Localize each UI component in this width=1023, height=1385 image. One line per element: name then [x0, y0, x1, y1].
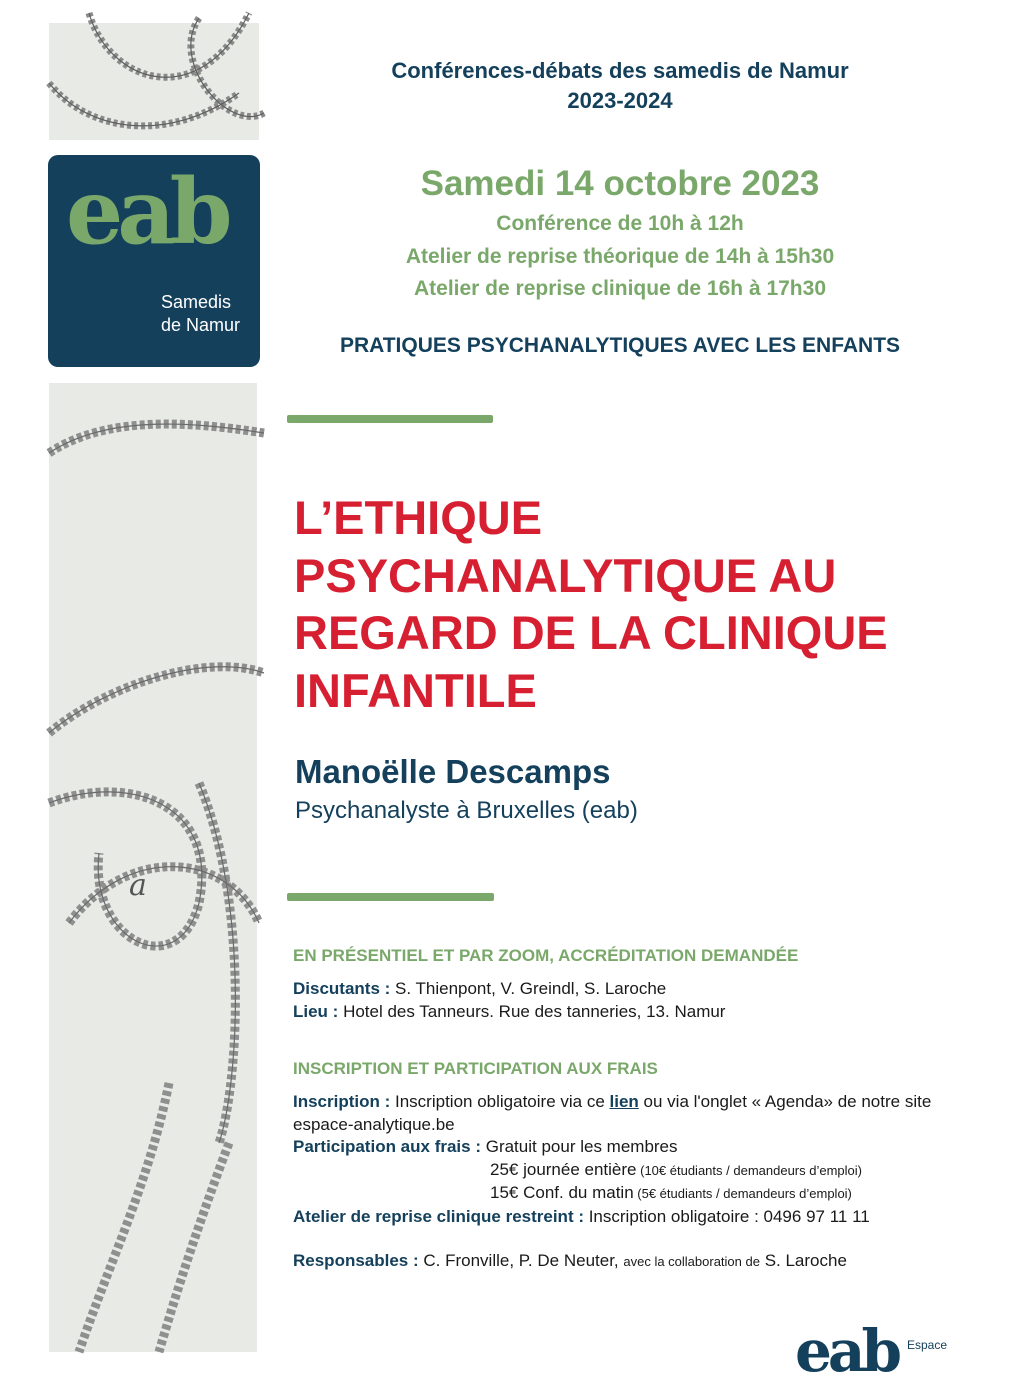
inscription-text: Inscription obligatoire via ce — [390, 1092, 610, 1111]
responsables-value: C. Fronville, P. De Neuter, — [418, 1251, 624, 1270]
divider-bottom — [287, 893, 494, 901]
lieu-value: Hotel des Tanneurs. Rue des tanneries, 13. Namur — [338, 1001, 726, 1021]
series-title — [300, 56, 940, 116]
logo-subtitle — [161, 291, 240, 337]
rope-illustration-side — [49, 383, 257, 1352]
participation-label: Participation aux frais : — [293, 1137, 481, 1156]
title-line4: INFANTILE — [294, 663, 537, 717]
lieu-row — [293, 1001, 973, 1024]
inscription-link[interactable]: lien — [609, 1092, 639, 1111]
price-full-day-reduced: (10€ étudiants / demandeurs d’emploi) — [636, 1162, 862, 1178]
conference-title — [294, 489, 934, 719]
footer-logo-label: Espace — [907, 1338, 948, 1352]
price-morning-reduced: (5€ étudiants / demandeurs d’emploi) — [633, 1186, 852, 1201]
participation-members: Gratuit pour les membres — [481, 1137, 678, 1156]
responsables-end: S. Laroche — [759, 1251, 847, 1270]
inscription-text-after: ou via l'onglet « Agenda» de notre site espace-analytique.be — [293, 1092, 932, 1134]
divider-top — [287, 415, 493, 423]
lieu-label: Lieu : — [293, 1001, 339, 1021]
section-heading-inscription: INSCRIPTION ET PARTICIPATION AUX FRAIS — [293, 1059, 658, 1078]
event-times — [300, 208, 940, 306]
time-atelier-theorique: Atelier de reprise théorique de 14h à 15h30 — [405, 244, 835, 268]
event-date: Samedi 14 octobre 2023 — [420, 164, 820, 203]
rope-knot-side-icon — [49, 383, 257, 1352]
inscription-row — [293, 1091, 953, 1136]
participation-morning — [293, 1182, 953, 1206]
section-details-presentiel — [293, 978, 973, 1023]
title-line1: L’ETHIQUE — [294, 491, 543, 544]
logo-sub-line1: Samedis — [160, 292, 231, 312]
participation-full-day — [293, 1159, 953, 1183]
speaker-role: Psychanalyste à Bruxelles (eab) — [295, 797, 638, 824]
footer-logo-mark: eab — [795, 1317, 899, 1385]
responsables-label: Responsables : — [293, 1251, 419, 1270]
time-conference: Conférence de 10h à 12h — [496, 212, 744, 235]
rope-illustration-top — [49, 23, 259, 140]
atelier-value: Inscription obligatoire : 0496 97 11 11 — [583, 1206, 870, 1226]
title-line2: PSYCHANALYTIQUE AU — [294, 548, 837, 602]
discutants-value: S. Thienpont, V. Greindl, S. Laroche — [390, 979, 667, 998]
knot-letter: a — [129, 868, 147, 903]
atelier-row — [293, 1206, 953, 1229]
discutants-label: Discutants : — [293, 979, 391, 998]
logo-mark: eab — [66, 159, 227, 265]
discutants-row — [293, 978, 973, 1001]
series-line1: Conférences-débats des samedis de Namur — [391, 58, 849, 83]
speaker-name: Manoëlle Descamps — [295, 753, 611, 790]
responsables-collab: avec la collaboration de — [623, 1254, 760, 1269]
time-atelier-clinique: Atelier de reprise clinique de 16h à 17h30 — [413, 277, 826, 300]
logo-sub-line2: de Namur — [160, 315, 240, 335]
section-details-inscription — [293, 1091, 953, 1274]
responsables-row — [293, 1250, 953, 1274]
footer-logo — [795, 1317, 955, 1385]
eab-logo — [48, 155, 260, 367]
rope-knot-top-icon — [49, 23, 259, 140]
section-heading-presentiel: EN PRÉSENTIEL ET PAR ZOOM, ACCRÉDITATION DEMANDÉE — [293, 946, 799, 965]
price-full-day: 25€ journée entière — [490, 1159, 637, 1179]
inscription-label: Inscription : — [293, 1092, 391, 1111]
participation-row — [293, 1136, 953, 1159]
event-theme: PRATIQUES PSYCHANALYTIQUES AVEC LES ENFANTS — [339, 334, 901, 357]
series-line2: 2023-2024 — [567, 88, 673, 113]
price-morning: 15€ Conf. du matin — [490, 1183, 634, 1202]
title-line3: REGARD DE LA CLINIQUE — [294, 606, 888, 659]
atelier-label: Atelier de reprise clinique restreint : — [293, 1206, 584, 1226]
